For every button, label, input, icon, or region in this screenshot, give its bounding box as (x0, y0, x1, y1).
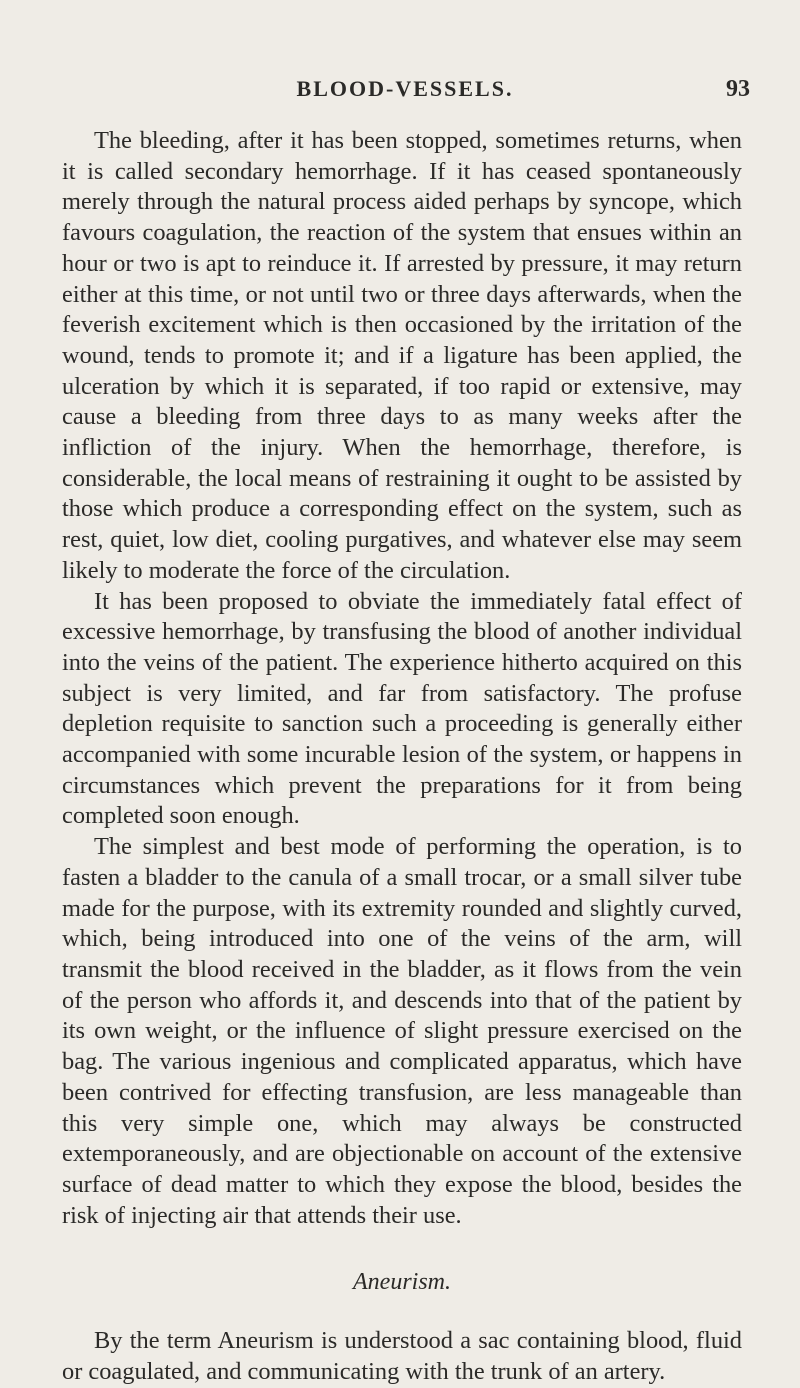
paragraph-aneurism-definition: By the term Aneurism is understood a sac containing blood, fluid or coagulated, and communicating with the trunk of an artery. (62, 1327, 742, 1386)
running-head (60, 76, 750, 106)
running-title: BLOOD-VESSELS. (296, 76, 514, 101)
paragraph-transfusion: It has been proposed to obviate the immediately fatal effect of excessive hemorrhage, by transfusing the blood of another individual into the veins of the patient. The experience hitherto acquired on this subject is very limited, and far from satisfactory. The profuse depletion requisite to sanction such a proceeding is generally either accompanied with some incurable lesion of the system, or happens in circumstances which prevent the preparations for it from being completed soon enough. (62, 587, 742, 830)
section-heading-aneurism: Aneurism. (353, 1269, 451, 1296)
page-number: 93 (726, 76, 750, 102)
paragraph-operation-method: The simplest and best mode of performing the operation, is to fasten a bladder to the canula of a small trocar, or a small silver tube made for the purpose, with its extremity rounded and slightly curved, which, being introduced into one of the veins of the arm, will transmit the blood received in the bladder, as it flows from the vein of the person who affords it, and descends into that of the patient by its own weight, or the influence of slight pressure exercised on the bag. The various ingenious and complicated apparatus, which have been contrived for effecting transfusion, are less manageable than this very simple one, which may always be constructed extemporaneously, and are objectionable on account of the extensive surface of dead matter to which they expose the blood, besides the risk of injecting air that attends their use. (62, 833, 742, 1229)
body-text (62, 126, 742, 1388)
paragraph-secondary-hemorrhage: The bleeding, after it has been stopped, sometimes returns, when it is called secondary hemorrhage. If it has ceased spontaneously merely through the natural process aided perhaps by syncope, which favours coagulation, the reaction of the system that ensues within an hour or two is apt to reinduce it. If arrested by pressure, it may return either at this time, or not until two or three days afterwards, when the feverish excitement which is then occasioned by the irritation of the wound, tends to promote it; and if a ligature has been applied, the ulceration by which it is separated, if too rapid or extensive, may cause a bleeding from three days to as many weeks after the infliction of the injury. When the hemorrhage, therefore, is considerable, the local means of restraining it ought to be assisted by those which produce a corresponding effect on the system, such as rest, quiet, low diet, cooling purgatives, and whatever else may seem likely to moderate the force of the circulation. (62, 127, 742, 584)
